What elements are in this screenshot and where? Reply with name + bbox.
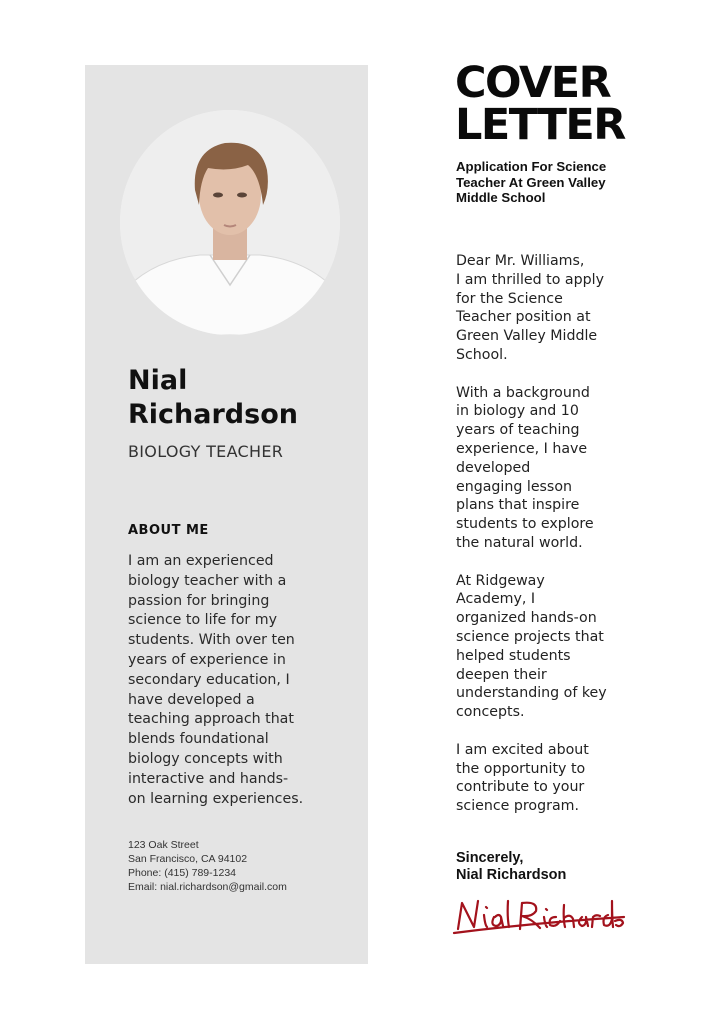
about-line: blends foundational	[128, 731, 269, 748]
letter-line: for the Science	[456, 290, 563, 307]
letter-paragraph	[456, 384, 631, 553]
about-line: students. With over ten	[128, 632, 295, 649]
letter-paragraph	[456, 572, 631, 722]
title-line-2: LETTER	[455, 100, 625, 150]
letter-line: organized hands-on	[456, 610, 597, 627]
letter-line: developed	[456, 459, 531, 476]
letter-line: the natural world.	[456, 534, 583, 551]
letter-line: concepts.	[456, 704, 525, 721]
about-line: years of experience in	[128, 651, 286, 668]
contact-info	[128, 838, 287, 894]
letter-line: School.	[456, 346, 508, 363]
page-title	[455, 58, 625, 150]
profile-photo	[120, 110, 340, 335]
letter-body	[456, 252, 631, 835]
subtitle-line: Teacher At Green Valley	[456, 174, 606, 190]
first-name: Nial	[128, 365, 188, 396]
page-subtitle	[456, 159, 636, 206]
letter-line: the opportunity to	[456, 760, 586, 777]
about-line: have developed a	[128, 691, 255, 708]
letter-line: science program.	[456, 798, 579, 815]
letter-line: experience, I have	[456, 440, 588, 457]
letter-line: Green Valley Middle	[456, 328, 598, 345]
about-heading: ABOUT ME	[128, 523, 209, 538]
letter-line: science projects that	[456, 628, 604, 645]
letter-line: understanding of key	[456, 685, 607, 702]
title-line-1: COVER	[455, 58, 611, 108]
closing-name: Nial Richardson	[456, 867, 567, 883]
contact-email: Email: nial.richardson@gmail.com	[128, 881, 287, 893]
about-line: I am an experienced	[128, 553, 274, 569]
letter-line: students to explore	[456, 516, 594, 533]
signature-graphic	[452, 895, 627, 935]
letter-closing	[456, 850, 566, 884]
contact-street: 123 Oak Street	[128, 839, 199, 851]
about-line: biology teacher with a	[128, 572, 287, 589]
contact-phone: Phone: (415) 789-1234	[128, 867, 236, 879]
about-line: secondary education, I	[128, 671, 290, 688]
letter-line: With a background	[456, 384, 590, 401]
letter-line: At Ridgeway	[456, 572, 545, 589]
about-line: interactive and hands-	[128, 770, 289, 787]
subtitle-line: Application For Science	[456, 159, 607, 174]
subtitle-line: Middle School	[456, 190, 546, 205]
about-line: on learning experiences.	[128, 790, 304, 807]
letter-paragraph	[456, 741, 631, 816]
contact-city: San Francisco, CA 94102	[128, 853, 248, 865]
about-text	[128, 552, 328, 809]
letter-line: engaging lesson	[456, 478, 573, 495]
job-role: BIOLOGY TEACHER	[128, 442, 284, 461]
last-name: Richardson	[128, 399, 298, 430]
letter-line: deepen their	[456, 666, 547, 683]
letter-line: Academy, I	[456, 591, 536, 608]
about-line: biology concepts with	[128, 750, 283, 767]
letter-line: contribute to your	[456, 779, 585, 796]
about-line: science to life for my	[128, 612, 277, 629]
letter-line: I am excited about	[456, 741, 589, 758]
candidate-name	[128, 364, 358, 432]
closing-salutation: Sincerely,	[456, 850, 524, 866]
letter-paragraph	[456, 252, 631, 365]
letter-line: Teacher position at	[456, 309, 591, 326]
letter-line: helped students	[456, 647, 571, 664]
about-line: passion for bringing	[128, 592, 270, 609]
letter-line: in biology and 10	[456, 403, 579, 420]
letter-line: plans that inspire	[456, 497, 580, 514]
portrait-image	[120, 110, 340, 335]
letter-line: Dear Mr. Williams,	[456, 253, 585, 269]
letter-line: years of teaching	[456, 422, 580, 439]
about-line: teaching approach that	[128, 711, 294, 728]
handwritten-signature	[452, 895, 627, 935]
letter-line: I am thrilled to apply	[456, 271, 604, 288]
